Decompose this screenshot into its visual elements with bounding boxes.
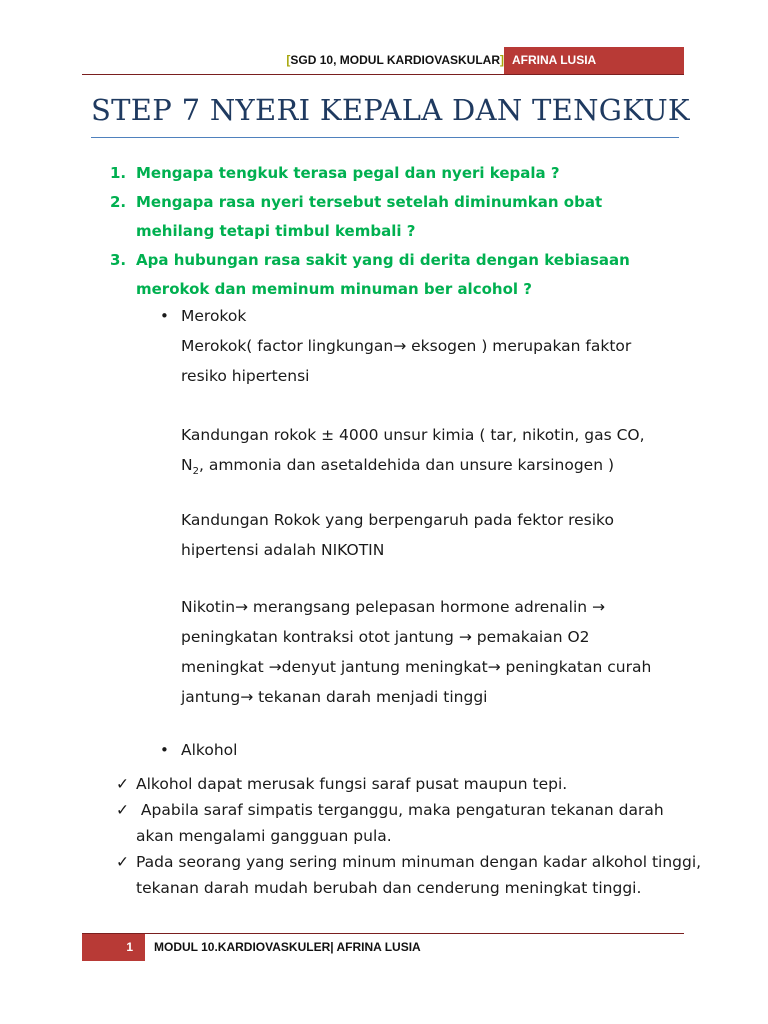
question-text-continued: merokok dan meminum minuman ber alcohol ? bbox=[136, 280, 532, 298]
header-module-text: SGD 10, MODUL KARDIOVASKULAR bbox=[290, 53, 500, 67]
text-line: akan mengalami gangguan pula. bbox=[136, 827, 392, 845]
question-item bbox=[110, 246, 670, 275]
page-title: STEP 7 NYERI KEPALA DAN TENGKUK bbox=[91, 93, 690, 127]
paragraph-nikotin-effect bbox=[181, 592, 681, 712]
page-number: 1 bbox=[82, 934, 145, 961]
header-bracket-close: ] bbox=[500, 53, 504, 67]
page-footer bbox=[82, 933, 684, 961]
checkmark-icon: ✓ bbox=[116, 801, 129, 819]
header-author: AFRINA LUSIA bbox=[504, 47, 684, 74]
question-text: Mengapa rasa nyeri tersebut setelah diminumkan obat bbox=[136, 193, 603, 211]
text-line: Kandungan rokok ± 4000 unsur kimia ( tar, nikotin, gas CO, bbox=[181, 426, 645, 444]
text-line: peningkatan kontraksi otot jantung → pemakaian O2 bbox=[181, 628, 590, 646]
text-fragment: , ammonia dan asetaldehida dan unsure karsinogen ) bbox=[198, 456, 614, 474]
text-line: Pada seorang yang sering minum minuman dengan kadar alkohol tinggi, bbox=[136, 853, 702, 871]
nitrogen-subscript: 2 bbox=[192, 466, 199, 478]
header-bracket-open: [ bbox=[286, 53, 291, 67]
text-line: meningkat →denyut jantung meningkat→ peningkatan curah bbox=[181, 658, 652, 676]
check-item bbox=[116, 849, 716, 901]
header-module-title bbox=[286, 53, 504, 67]
page-header bbox=[82, 47, 684, 75]
nitrogen-symbol: N bbox=[181, 456, 193, 474]
check-item bbox=[116, 771, 716, 797]
text-line: Kandungan Rokok yang berpengaruh pada fektor resiko bbox=[181, 511, 614, 529]
question-item bbox=[110, 188, 670, 217]
question-number: 3. bbox=[110, 251, 127, 269]
text-line: hipertensi adalah NIKOTIN bbox=[181, 541, 385, 559]
question-text: Apa hubungan rasa sakit yang di derita dengan kebiasaan bbox=[136, 251, 630, 269]
text-line: Apabila saraf simpatis terganggu, maka pengaturan tekanan darah bbox=[136, 801, 664, 819]
question-number: 1. bbox=[110, 164, 127, 182]
text-line: Alkohol dapat merusak fungsi saraf pusat maupun tepi. bbox=[136, 775, 568, 793]
text-line: Merokok( factor lingkungan→ eksogen ) merupakan faktor bbox=[181, 337, 632, 355]
question-text-continued: mehilang tetapi timbul kembali ? bbox=[136, 222, 416, 240]
bullet-icon: • bbox=[160, 307, 169, 325]
paragraph-nikotin-factor bbox=[181, 505, 681, 565]
checkmark-icon: ✓ bbox=[116, 775, 129, 793]
question-list bbox=[110, 159, 670, 304]
text-line: Nikotin→ merangsang pelepasan hormone adrenalin → bbox=[181, 598, 605, 616]
footer-text: MODUL 10.KARDIOVASKULER| AFRINA LUSIA bbox=[154, 940, 421, 954]
text-line bbox=[181, 450, 681, 487]
paragraph-kandungan bbox=[181, 420, 681, 487]
bullet-label: Merokok bbox=[181, 307, 247, 325]
question-number: 2. bbox=[110, 193, 127, 211]
text-line: jantung→ tekanan darah menjadi tinggi bbox=[181, 688, 488, 706]
question-item bbox=[110, 159, 670, 188]
text-line: tekanan darah mudah berubah dan cenderung meningkat tinggi. bbox=[136, 879, 642, 897]
checkmark-icon: ✓ bbox=[116, 853, 129, 871]
paragraph-merokok-intro bbox=[181, 331, 681, 391]
alkohol-checklist bbox=[116, 771, 716, 901]
bullet-label: Alkohol bbox=[181, 741, 238, 759]
title-underline bbox=[91, 137, 679, 138]
bullet-icon: • bbox=[160, 741, 169, 759]
text-line: resiko hipertensi bbox=[181, 367, 310, 385]
check-item bbox=[116, 797, 716, 849]
question-text: Mengapa tengkuk terasa pegal dan nyeri kepala ? bbox=[136, 164, 560, 182]
